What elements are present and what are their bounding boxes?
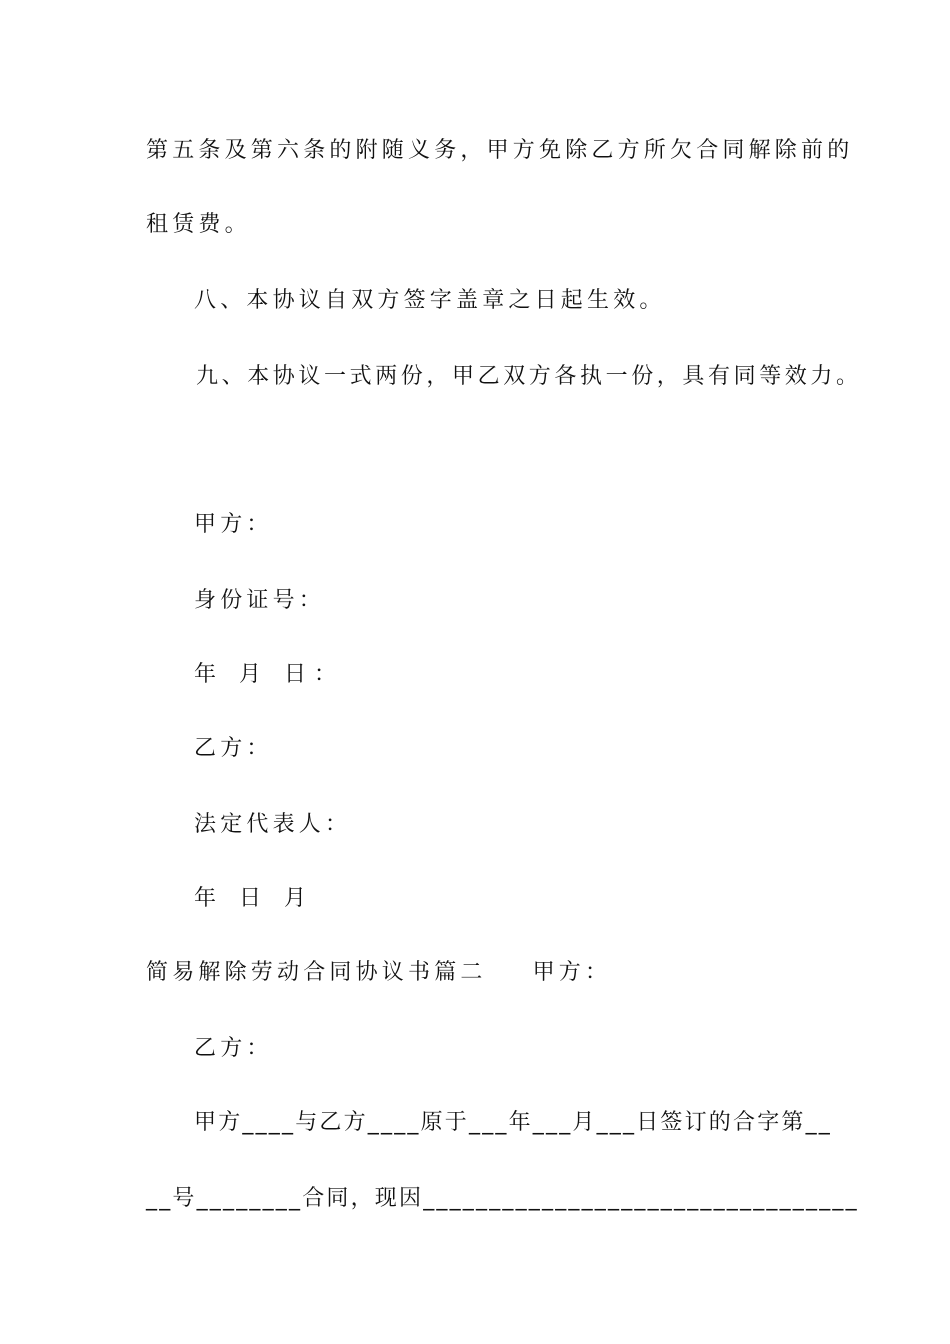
date-label: 年 月 日： — [194, 662, 344, 687]
party-a-label-2: 甲方： — [532, 960, 612, 985]
party-a-label: 甲方： — [194, 512, 273, 537]
paragraph-line: 租赁费。 — [146, 212, 251, 237]
clause-eight: 八、本协议自双方签字盖章之日起生效。 — [194, 288, 666, 313]
paragraph-line: 第五条及第六条的附随义务，甲方免除乙方所欠合同解除前的 — [146, 138, 854, 163]
contract-fill-line: 甲方____与乙方____原于___年___月___日签订的合字第__ — [194, 1110, 833, 1135]
party-b-label: 乙方： — [194, 736, 273, 761]
date-label-2: 年 日 月 — [194, 886, 314, 911]
party-b-label-2: 乙方： — [194, 1036, 273, 1061]
contract-fill-line-2: __号________合同，现因_________________________________ — [146, 1186, 859, 1211]
legal-representative-label: 法定代表人： — [194, 812, 352, 837]
section-title: 简易解除劳动合同协议书篇二 — [146, 960, 487, 985]
clause-nine: 九、本协议一式两份，甲乙双方各执一份，具有同等效力。 — [196, 364, 862, 389]
id-number-label: 身份证号： — [194, 588, 326, 613]
section-heading-line — [146, 958, 611, 988]
